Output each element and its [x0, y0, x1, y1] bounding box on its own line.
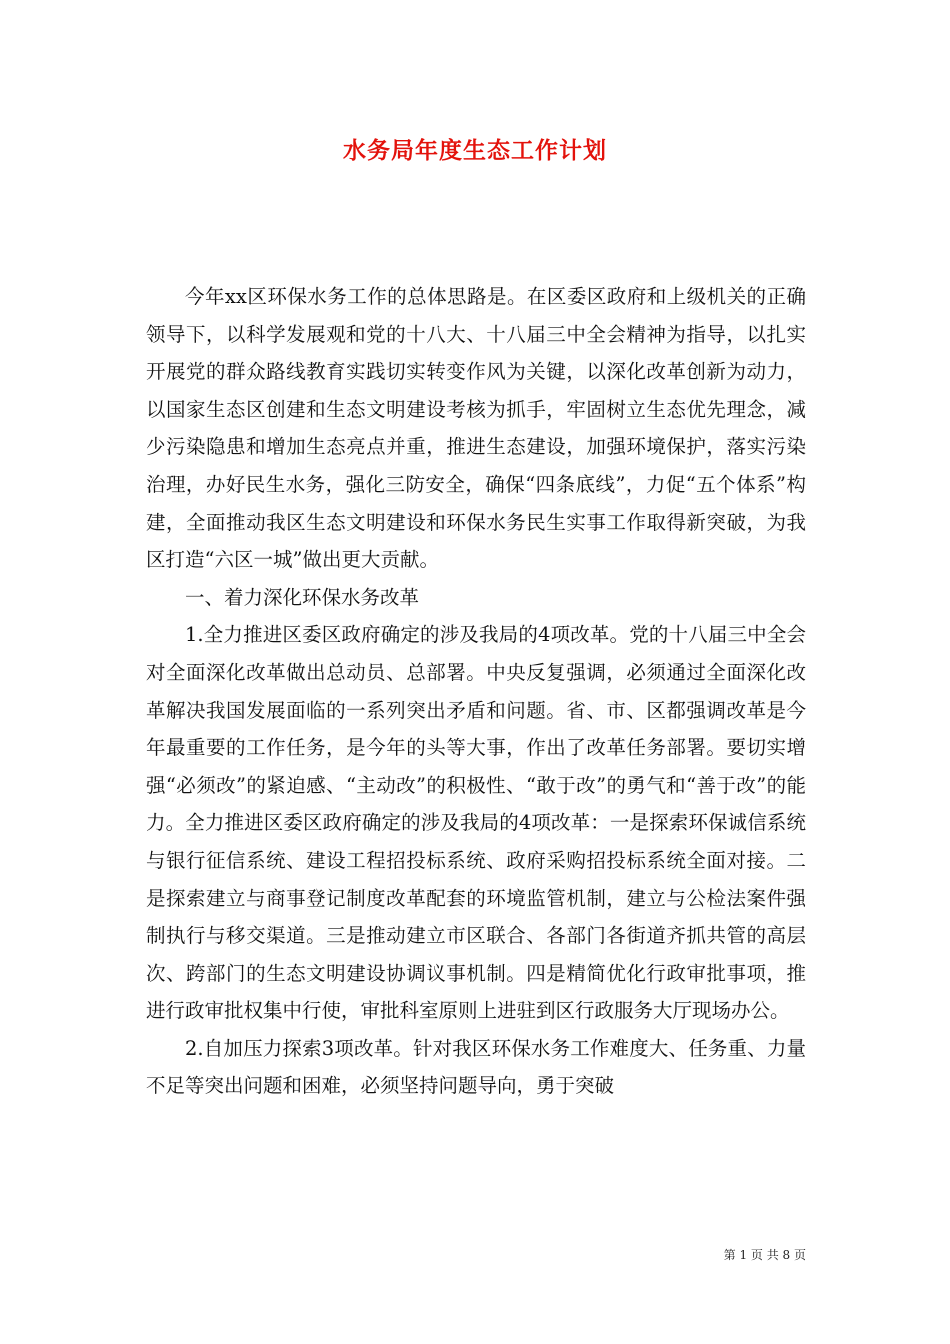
item-paragraph-2: 2.自加压力探索3项改革。针对我区环保水务工作难度大、任务重、力量不足等突出问题和困难，必须坚持问题导向，勇于突破 [146, 1036, 806, 1098]
intro-paragraph: 今年xx区环保水务工作的总体思路是。在区委区政府和上级机关的正确领导下，以科学发展观和党的十八大、十八届三中全会精神为指导，以扎实开展党的群众路线教育实践切实转变作风为关键，以深化改革创新为动力，以国家生态区创建和生态文明建设考核为抓手，牢固树立生态优先理念，减少污染隐患和增加生态亮点并重，推进生态建设，加强环境保护，落实污染治理，办好民生水务，强化三防安全，确保“四条底线”，力促“五个体系”构建，全面推动我区生态文明建设和环保水务民生实事工作取得新突破，为我区打造“六区一城”做出更大贡献。 [146, 285, 806, 572]
document-body [146, 278, 806, 1105]
item-paragraph-1: 1.全力推进区委区政府确定的涉及我局的4项改革。党的十八届三中全会对全面深化改革做出总动员、总部署。中央反复强调，必须通过全面深化改革解决我国发展面临的一系列突出矛盾和问题。省、市、区都强调改革是今年最重要的工作任务，是今年的头等大事，作出了改革任务部署。要切实增强“必须改”的紧迫感、“主动改”的积极性、“敢于改”的勇气和“善于改”的能力。全力推进区委区政府确定的涉及我局的4项改革：一是探索环保诚信系统与银行征信系统、建设工程招投标系统、政府采购招投标系统全面对接。二是探索建立与商事登记制度改革配套的环境监管机制，建立与公检法案件强制执行与移交渠道。三是推动建立市区联合、各部门各街道齐抓共管的高层次、跨部门的生态文明建设协调议事机制。四是精简优化行政审批事项，推进行政审批权集中行使，审批科室原则上进驻到区行政服务大厅现场办公。 [146, 623, 806, 1023]
section-heading-1: 一、着力深化环保水务改革 [185, 585, 420, 609]
document-title: 水务局年度生态工作计划 [343, 137, 607, 164]
page-number: 第 1 页 共 8 页 [723, 1248, 806, 1262]
